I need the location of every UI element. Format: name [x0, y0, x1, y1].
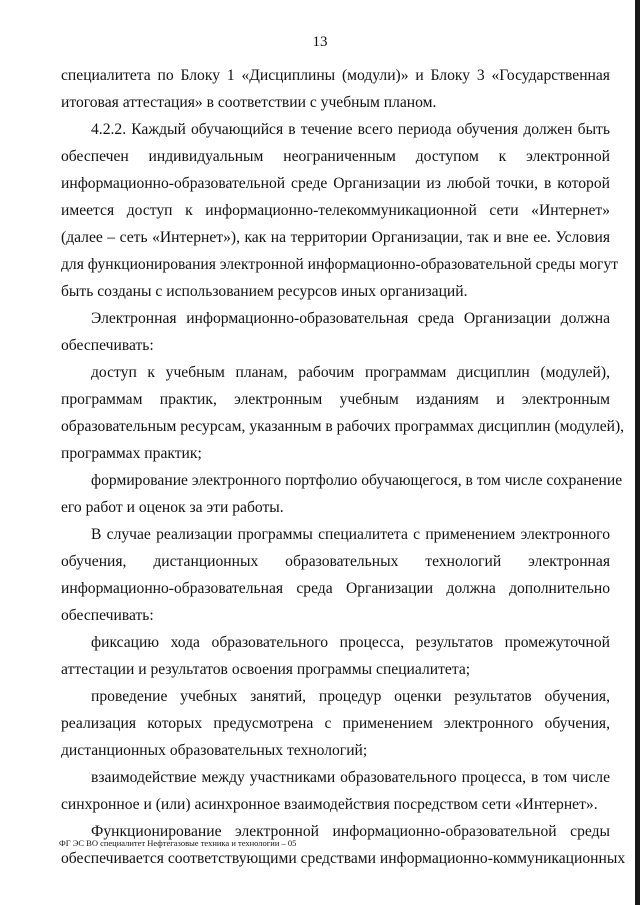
text-line: проведение учебных занятий, процедур оценки результатов обучения,	[91, 688, 610, 705]
footer-text: ФГ ЭС ВО специалитет Нефтегазовые техника и технологии – 05	[59, 838, 297, 848]
document-body	[61, 62, 626, 872]
text-line: образовательным ресурсам, указанным в рабочих программах дисциплин (модулей),	[61, 418, 625, 435]
text-line: реализация которых предусмотрена с применением электронного обучения,	[61, 715, 610, 732]
text-line: Электронная информационно-образовательная среда Организации должна	[91, 310, 610, 327]
text-line: аттестации и результатов освоения программы специалитета;	[61, 661, 471, 678]
text-line: 4.2.2. Каждый обучающийся в течение всего периода обучения должен быть	[91, 121, 610, 138]
text-line: фиксацию хода образовательного процесса, результатов промежуточной	[91, 634, 610, 651]
text-line: дистанционных образовательных технологий;	[61, 742, 368, 759]
text-line: обучения, дистанционных образовательных технологий электронная	[61, 553, 610, 570]
text-line: информационно-образовательной среде Организации из любой точки, в которой	[61, 175, 610, 192]
text-line: доступ к учебным планам, рабочим программам дисциплин (модулей),	[91, 364, 610, 381]
text-line: обеспечивается соответствующими средствами информационно-коммуникационных	[61, 850, 626, 867]
text-line: для функционирования электронной информационно-образовательной среды могут	[61, 256, 619, 273]
text-line: обеспечивать:	[61, 607, 154, 624]
text-line: обеспечен индивидуальным неограниченным доступом к электронной	[61, 148, 610, 165]
text-line: программам практик, электронным учебным изданиям и электронным	[61, 391, 610, 408]
text-line: специалитета по Блоку 1 «Дисциплины (модули)» и Блоку 3 «Государственная	[61, 67, 610, 84]
text-line: обеспечивать:	[61, 337, 154, 354]
text-line: итоговая аттестация» в соответствии с учебным планом.	[61, 94, 437, 111]
page-number: 13	[312, 34, 328, 50]
text-line: синхронное и (или) асинхронное взаимодействия посредством сети «Интернет».	[61, 796, 598, 813]
scan-edge	[635, 0, 640, 905]
text-line: Функционирование электронной информационно-образовательной среды	[91, 823, 610, 840]
text-line: формирование электронного портфолио обучающегося, в том числе сохранение	[91, 472, 623, 489]
text-line: быть созданы с использованием ресурсов иных организаций.	[61, 283, 468, 300]
text-line: информационно-образовательная среда Организации должна дополнительно	[61, 580, 610, 597]
text-line: имеется доступ к информационно-телекоммуникационной сети «Интернет»	[61, 202, 610, 219]
text-line: В случае реализации программы специалитета с применением электронного	[91, 526, 610, 543]
text-line: (далее – сеть «Интернет»), как на территории Организации, так и вне ее. Условия	[61, 229, 610, 246]
text-line: программах практик;	[61, 445, 202, 462]
text-line: его работ и оценок за эти работы.	[61, 499, 284, 516]
text-line: взаимодействие между участниками образовательного процесса, в том числе	[91, 769, 610, 786]
